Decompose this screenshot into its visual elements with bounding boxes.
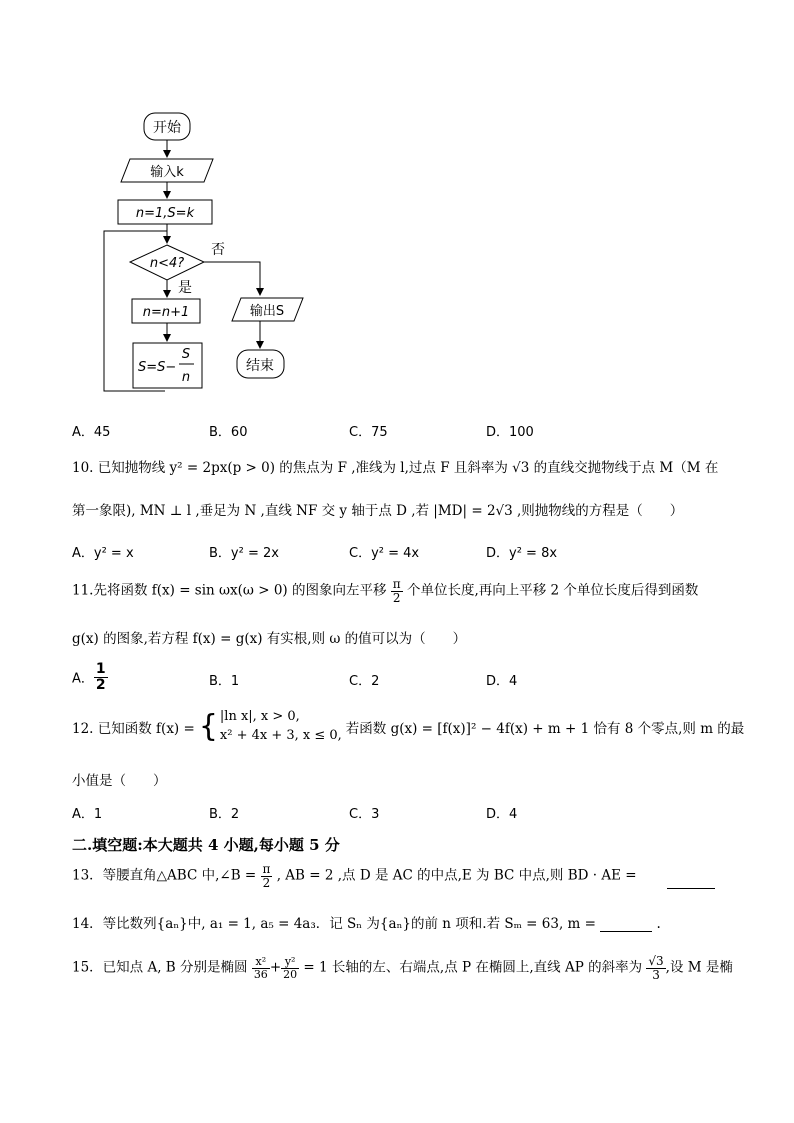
q12-case1: |ln x|, x > 0, bbox=[219, 709, 300, 724]
input-label: 输入k bbox=[150, 165, 184, 180]
section2-heading: 二.填空题:本大题共 4 小题,每小题 5 分 bbox=[72, 836, 340, 854]
q11-part1: 11.先将函数 f(x) = sin ωx(ω > 0) 的图象向左平移 bbox=[72, 582, 387, 599]
q12-option-a[interactable]: A．1 bbox=[72, 807, 103, 822]
init-label: n=1,S=k bbox=[135, 206, 195, 221]
q10-stem-line2: 第一象限), MN ⊥ l ,垂足为 N ,直线 NF 交 y 轴于点 D ,若 |MD| = 2√3 ,则抛物线的方程是（ ） bbox=[72, 503, 684, 519]
q15-plus: + bbox=[269, 959, 282, 976]
q12-option-b[interactable]: B．2 bbox=[209, 807, 240, 822]
q12-stem-line2: 小值是（ ） bbox=[72, 773, 167, 789]
q11-option-a-prefix: A． bbox=[72, 671, 94, 687]
q10-option-b[interactable]: B．y² = 2x bbox=[209, 546, 279, 561]
no-label: 否 bbox=[211, 242, 225, 258]
q12-prefix: 12. 已知函数 f(x) = bbox=[72, 720, 195, 737]
yes-label: 是 bbox=[178, 280, 192, 296]
q12-option-d[interactable]: D．4 bbox=[486, 807, 518, 822]
q10-option-a[interactable]: A．y² = x bbox=[72, 546, 134, 561]
q14-text: 14．等比数列{aₙ}中, a₁ = 1, a₅ = 4a₃．记 Sₙ 为{aₙ}的前 n 项和.若 Sₘ = 63, m = bbox=[72, 916, 596, 932]
q15-fraction-y: $\frac{\text{y²}}{20}$ bbox=[283, 955, 298, 981]
q15-fraction-slope: $\frac{√3}{3}$ bbox=[648, 954, 664, 982]
q12-case2: x² + 4x + 3, x ≤ 0, bbox=[219, 727, 342, 743]
q11-option-d[interactable]: D．4 bbox=[486, 674, 518, 689]
q11-part2: 个单位长度,再向上平移 2 个单位长度后得到函数 bbox=[406, 582, 699, 599]
q9-option-b[interactable]: B．60 bbox=[209, 425, 248, 440]
q13-part1: 13．等腰直角△ABC 中,∠B = bbox=[72, 867, 257, 884]
q14-end: . bbox=[656, 916, 661, 932]
increment-label: n=n+1 bbox=[142, 305, 190, 320]
q15-stem bbox=[72, 955, 733, 981]
q12-option-c[interactable]: C．3 bbox=[349, 807, 380, 822]
output-label: 输出S bbox=[249, 304, 285, 319]
q10-option-d[interactable]: D．y² = 8x bbox=[486, 546, 558, 561]
q11-option-a-fraction: $\frac{1}{2}$ bbox=[95, 661, 106, 693]
q12-stem-line1 bbox=[72, 708, 744, 746]
update-left: S=S− bbox=[138, 360, 177, 375]
update-den: n bbox=[181, 370, 191, 385]
q11-option-b[interactable]: B．1 bbox=[209, 674, 240, 689]
q13-fraction: $\frac{\pi}{2}$ bbox=[262, 862, 271, 890]
q13-answer-blank[interactable] bbox=[667, 888, 715, 889]
q11-stem-line1 bbox=[72, 578, 698, 604]
q15-part1: 15．已知点 A, B 分别是椭圆 bbox=[72, 959, 248, 976]
q9-option-d[interactable]: D．100 bbox=[486, 425, 534, 440]
q11-option-a[interactable] bbox=[72, 662, 108, 692]
q11-option-c[interactable]: C．2 bbox=[349, 674, 380, 689]
q15-fraction-x: $\frac{\text{x²}}{36}$ bbox=[253, 955, 268, 981]
q9-option-c[interactable]: C．75 bbox=[349, 425, 388, 440]
q10-option-c[interactable]: C．y² = 4x bbox=[349, 546, 420, 561]
q14-answer-blank[interactable] bbox=[600, 931, 652, 932]
q11-fraction: $\frac{\pi}{2}$ bbox=[392, 577, 401, 605]
flowchart bbox=[0, 0, 794, 400]
q12-brace: { bbox=[198, 708, 218, 744]
q15-part3: ,设 M 是椭 bbox=[665, 959, 733, 976]
q15-part2: = 1 长轴的左、右端点,点 P 在椭圆上,直线 AP 的斜率为 bbox=[303, 959, 643, 976]
q9-option-a[interactable]: A．45 bbox=[72, 425, 111, 440]
q13-stem bbox=[72, 863, 715, 889]
q11-stem-line2: g(x) 的图象,若方程 f(x) = g(x) 有实根,则 ω 的值可以为（ ） bbox=[72, 631, 467, 647]
update-num: S bbox=[181, 347, 191, 362]
q13-part2: , AB = 2 ,点 D 是 AC 的中点,E 为 BC 中点,则 BD · AE = bbox=[276, 867, 637, 884]
q12-suffix: 若函数 g(x) = [f(x)]² − 4f(x) + m + 1 恰有 8 个零点,则 m 的最 bbox=[345, 720, 745, 737]
q14-stem bbox=[72, 912, 661, 932]
end-label: 结束 bbox=[246, 358, 274, 374]
start-label: 开始 bbox=[153, 120, 181, 136]
condition-label: n<4? bbox=[149, 256, 185, 271]
q10-stem-line1: 10. 已知抛物线 y² = 2px(p > 0) 的焦点为 F ,准线为 l,过点 F 且斜率为 √3 的直线交抛物线于点 M（M 在 bbox=[72, 460, 719, 476]
